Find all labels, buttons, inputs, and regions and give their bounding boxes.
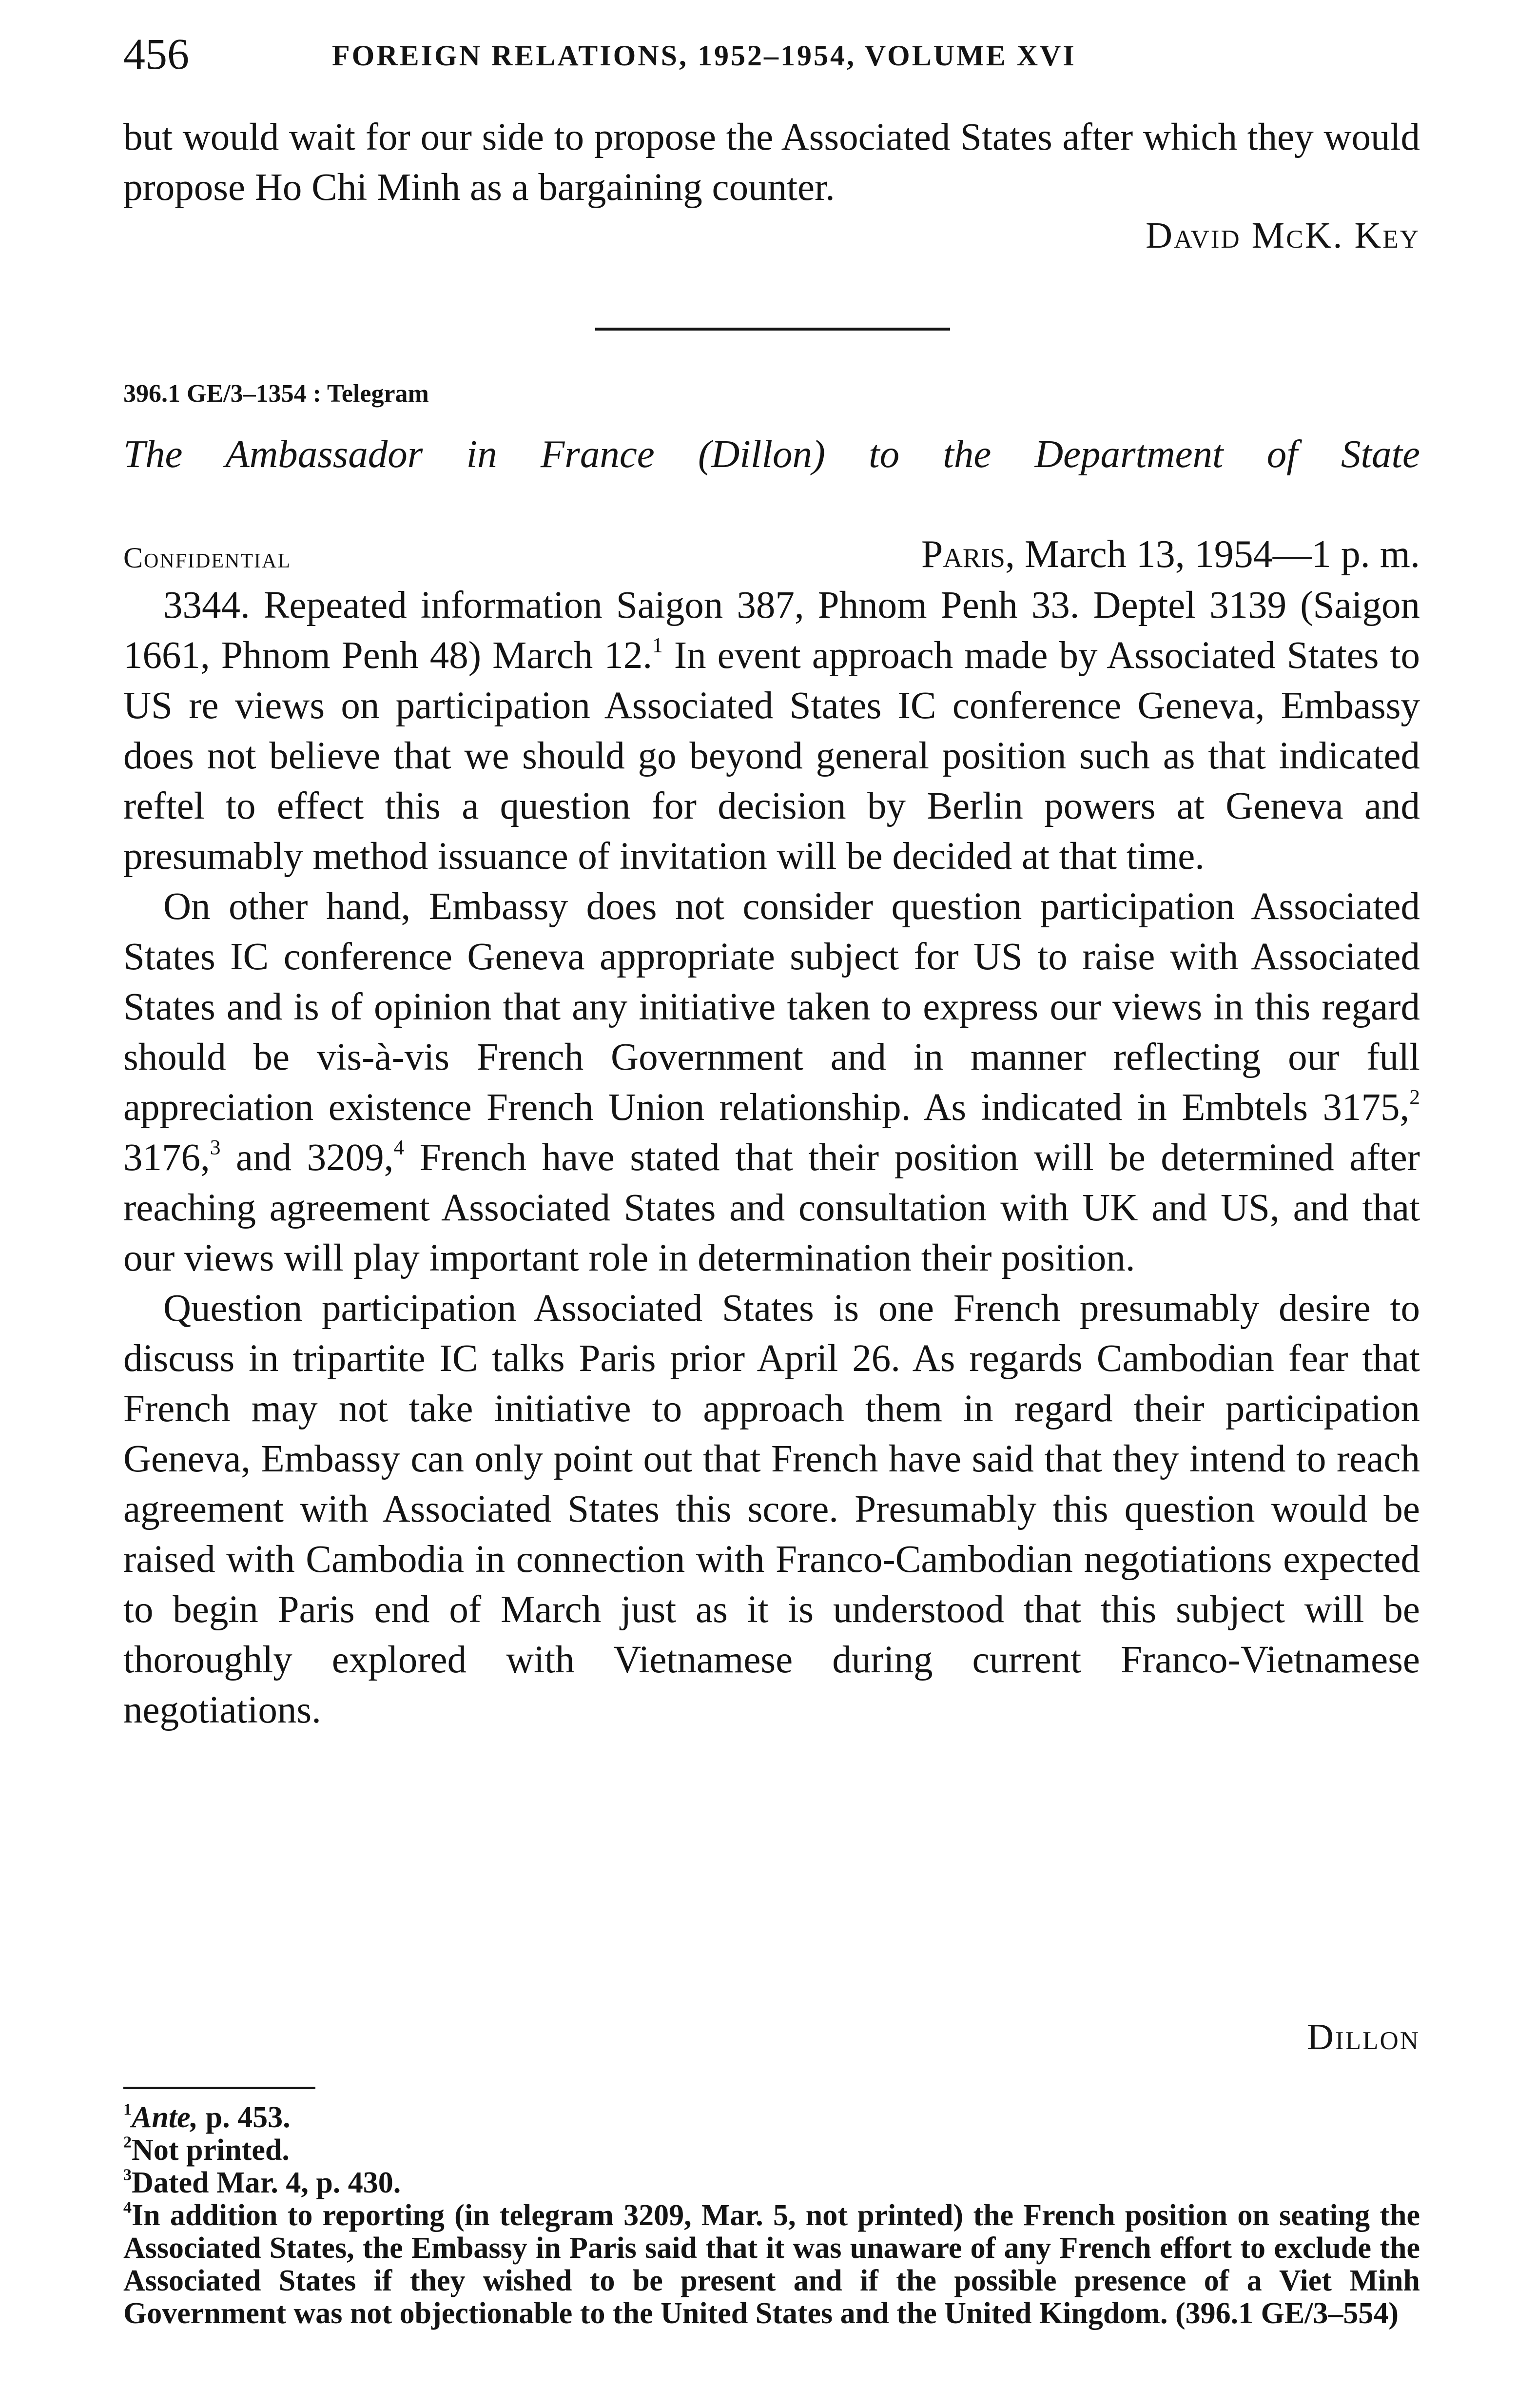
footnote-4: [123, 2199, 1420, 2330]
paragraph-2-text-b: 3176,: [123, 1136, 210, 1179]
footnote-ref-3: 3: [210, 1135, 221, 1159]
paragraph-1-text-b: In event approach made by Associated States to US re views on participation Associated States IC conference Geneva, Embassy does not believe that we should go beyond general position such as that indicated reftel to effect this a question for decision by Berlin powers at Geneva and presumably method issuance of invitation will be decided at that time.: [123, 634, 1420, 878]
dateline-place: Paris,: [921, 533, 1015, 576]
paragraph-1: [123, 580, 1420, 881]
classification-line: [123, 532, 1420, 576]
footnote-divider: [123, 2087, 315, 2089]
footnote-marker: 3: [123, 2166, 132, 2184]
running-title: FOREIGN RELATIONS, 1952–1954, VOLUME XVI: [332, 39, 1076, 72]
continuation-block: [123, 112, 1420, 213]
footnotes: [123, 2101, 1420, 2330]
classification: Confidential: [123, 542, 291, 574]
page-number: 456: [123, 30, 189, 78]
footnote-3: [123, 2167, 1420, 2199]
footnote-text: In addition to reporting (in telegram 3209, Mar. 5, not printed) the French position on seating the Associated States, the Embassy in Paris said that it was unaware of any French effort to exclude the Associated States if they wished to be present and if the possible presence of a Viet Minh Government was not objectionable to the United States and the United Kingdom. (396.1 GE/3–554): [123, 2199, 1420, 2330]
dateline: [921, 532, 1420, 577]
footnote-ref-1: 1: [652, 633, 663, 657]
footnote-2: [123, 2134, 1420, 2167]
paragraph-2-text-a: On other hand, Embassy does not consider question participation Associated States IC conference Geneva appropriate subject for US to raise with Associated States and is of opinion that any initiative taken to express our views in this regard should be vis-à-vis French Government and in manner reflecting our full appreciation existence French Union relationship. As indicated in Embtels 3175,: [123, 885, 1420, 1129]
paragraph-1-text-a: 3344. Repeated information Saigon 387, Phnom Penh 33. Deptel 3139 (Saigon 1661, Phnom Penh 48) March 12.: [123, 584, 1420, 677]
section-divider: [595, 328, 950, 331]
page-header: [123, 20, 1420, 83]
footnote-ref-2: 2: [1409, 1085, 1420, 1109]
footnote-text: Dated Mar. 4, p. 430.: [132, 2166, 401, 2199]
paragraph-2: [123, 881, 1420, 1283]
footnote-1: [123, 2101, 1420, 2134]
document-title: The Ambassador in France (Dillon) to the Department of State: [123, 432, 1420, 476]
telegram-body: [123, 580, 1420, 1735]
paragraph-2-text-c: and 3209,: [220, 1136, 394, 1179]
footnote-ref-4: 4: [393, 1135, 405, 1159]
footnote-marker: 1: [123, 2100, 132, 2119]
footnote-italic: Ante,: [132, 2101, 198, 2134]
dateline-date: March 13, 1954—1 p. m.: [1014, 533, 1420, 576]
signature-dillon: Dillon: [1307, 2016, 1420, 2057]
paragraph-2-text-d: French have stated that their position will be determined after reaching agreement Associated States and consultation with UK and US, and that our views will play important role in determination their position.: [123, 1136, 1420, 1279]
file-reference: 396.1 GE/3–1354 : Telegram: [123, 380, 429, 408]
footnote-marker: 2: [123, 2133, 132, 2152]
footnote-text: p. 453.: [198, 2101, 291, 2134]
paragraph-3: Question participation Associated States is one French presumably desire to discuss in tripartite IC talks Paris prior April 26. As regards Cambodian fear that French may not take initiative to approach them in regard their participation Geneva, Embassy can only point out that French have said that they intend to reach agreement with Associated States this score. Presumably this question would be raised with Cambodia in connection with Franco-Cambodian negotiations expected to begin Paris end of March just as it is understood that this subject will be thoroughly explored with Vietnamese during current Franco-Vietnamese negotiations.: [123, 1287, 1420, 1731]
footnote-text: Not printed.: [132, 2134, 290, 2167]
continuation-paragraph: but would wait for our side to propose the Associated States after which they would propose Ho Chi Minh as a bargaining counter.: [123, 116, 1420, 209]
footnote-marker: 4: [123, 2198, 132, 2217]
signature-key: David McK. Key: [1146, 215, 1420, 256]
